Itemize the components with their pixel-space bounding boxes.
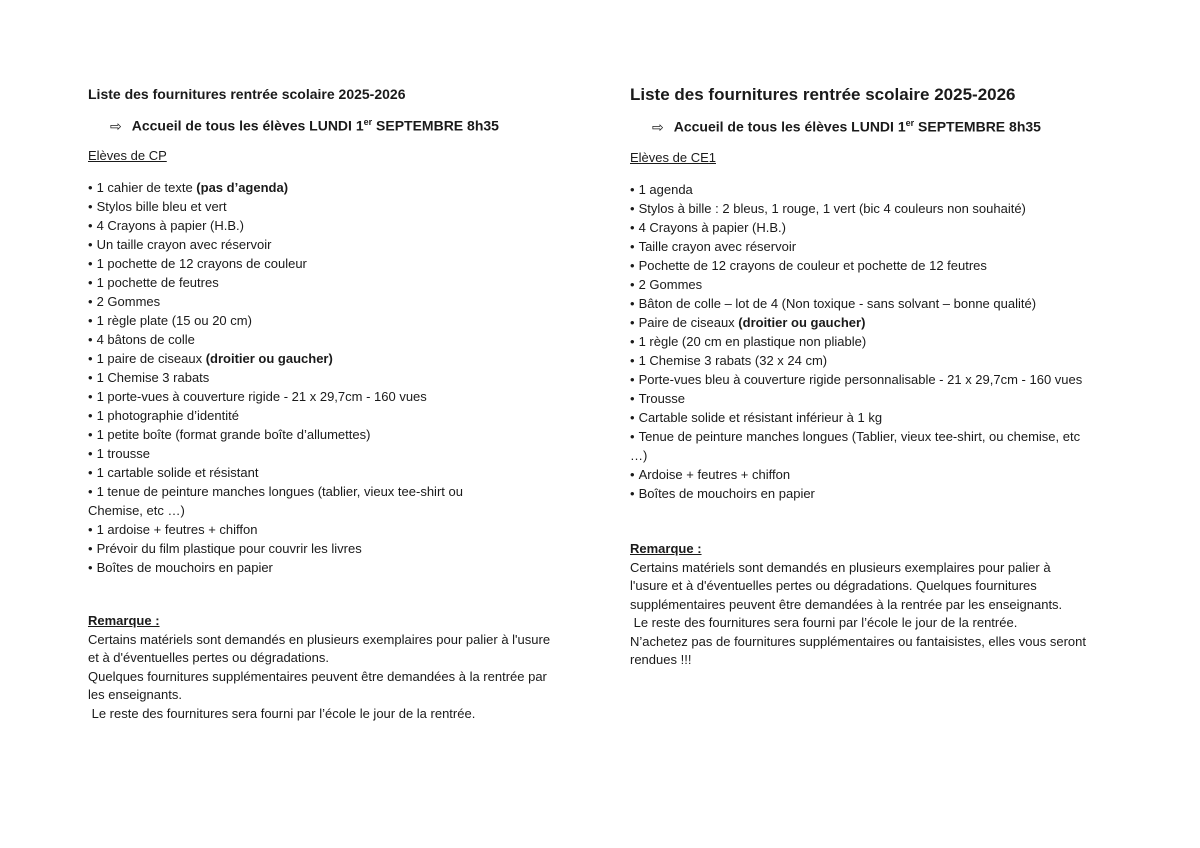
item-text: 1 pochette de feutres <box>96 275 219 290</box>
welcome-text-end: SEPTEMBRE 8h35 <box>914 118 1041 135</box>
list-item <box>88 197 508 216</box>
remark-paragraph: Le reste des fournitures sera fourni par l’école le jour de la rentrée. <box>88 705 476 721</box>
item-text: 1 règle (20 cm en plastique non pliable) <box>638 334 867 349</box>
welcome-line <box>652 118 1041 136</box>
list-item <box>88 520 508 539</box>
remark-paragraph: Certains matériels sont demandés en plusieurs exemplaires pour palier à l'usure et à d'éventuelles pertes ou dégradations. Quelques fournitures supplémentaires peuvent être demandées à la rentrée par les enseignants. <box>630 559 1063 612</box>
item-text: 4 Crayons à papier (H.B.) <box>96 218 244 233</box>
item-text: Tenue de peinture manches longues (Tablier, vieux tee-shirt, ou chemise, etc …) <box>630 429 1081 463</box>
list-item <box>630 332 1092 351</box>
list-item <box>630 408 1092 427</box>
item-text: 1 pochette de 12 crayons de couleur <box>96 256 307 271</box>
item-emphasis: (droitier ou gaucher) <box>205 351 333 366</box>
list-item <box>630 256 1092 275</box>
list-item <box>630 427 1092 465</box>
item-text: Porte-vues bleu à couverture rigide personnalisable - 21 x 29,7cm - 160 vues <box>638 372 1083 387</box>
list-item <box>630 313 1092 332</box>
list-item <box>630 294 1092 313</box>
welcome-line <box>110 117 499 135</box>
remark-block <box>630 540 1092 670</box>
item-text: 1 ardoise + feutres + chiffon <box>96 522 258 537</box>
item-text: 1 tenue de peinture manches longues (tablier, vieux tee-shirt ou Chemise, etc …) <box>88 484 463 518</box>
list-item <box>88 463 508 482</box>
item-text: Pochette de 12 crayons de couleur et pochette de 12 feutres <box>638 258 987 273</box>
list-item <box>88 387 508 406</box>
item-text: 1 paire de ciseaux <box>96 351 206 366</box>
item-text: 2 Gommes <box>638 277 703 292</box>
list-item <box>88 349 508 368</box>
item-text: 1 trousse <box>96 446 151 461</box>
item-text: Stylos bille bleu et vert <box>96 199 227 214</box>
remark-paragraph: Quelques fournitures supplémentaires peuvent être demandées à la rentrée par les enseignants. <box>88 668 547 702</box>
supply-list <box>630 180 1092 503</box>
item-text: 4 bâtons de colle <box>96 332 195 347</box>
item-text: Bâton de colle – lot de 4 (Non toxique - sans solvant – bonne qualité) <box>638 296 1037 311</box>
list-item <box>630 465 1092 484</box>
list-item <box>630 351 1092 370</box>
item-text: Taille crayon avec réservoir <box>638 239 797 254</box>
item-text: Un taille crayon avec réservoir <box>96 237 272 252</box>
list-item <box>88 425 508 444</box>
list-item <box>630 199 1092 218</box>
list-item <box>88 558 508 577</box>
list-item <box>88 482 508 520</box>
item-text: 1 agenda <box>638 182 693 197</box>
list-item <box>88 273 508 292</box>
item-text: 1 cahier de texte <box>96 180 197 195</box>
item-text: 1 Chemise 3 rabats <box>96 370 210 385</box>
list-item <box>88 292 508 311</box>
welcome-text: Accueil de tous les élèves LUNDI 1 <box>131 117 364 134</box>
item-emphasis: (droitier ou gaucher) <box>738 315 866 330</box>
list-item <box>88 330 508 349</box>
item-text: Stylos à bille : 2 bleus, 1 rouge, 1 vert (bic 4 couleurs non souhaité) <box>638 201 1026 216</box>
item-text: Trousse <box>638 391 686 406</box>
list-item <box>630 180 1092 199</box>
list-item <box>88 368 508 387</box>
list-item <box>630 237 1092 256</box>
item-text: 1 règle plate (15 ou 20 cm) <box>96 313 252 328</box>
item-text: Ardoise + feutres + chiffon <box>638 467 791 482</box>
remark-block <box>88 612 563 723</box>
remark-paragraph: N’achetez pas de fournitures supplémentaires ou fantaisistes, elles vous seront rendues !!! <box>630 633 1086 667</box>
list-item <box>630 484 1092 503</box>
list-item <box>88 406 508 425</box>
list-item <box>88 216 508 235</box>
item-text: Prévoir du film plastique pour couvrir les livres <box>96 541 362 556</box>
item-emphasis: (pas d’agenda) <box>196 180 289 195</box>
list-item <box>630 218 1092 237</box>
list-item <box>630 370 1092 389</box>
list-item <box>630 275 1092 294</box>
welcome-text-end: SEPTEMBRE 8h35 <box>372 117 499 134</box>
section-heading: Elèves de CP <box>88 148 167 163</box>
list-item <box>88 539 508 558</box>
list-item <box>88 254 508 273</box>
section-heading: Elèves de CE1 <box>630 150 716 165</box>
item-text: 1 porte-vues à couverture rigide - 21 x 29,7cm - 160 vues <box>96 389 427 404</box>
remark-paragraph: Le reste des fournitures sera fourni par l’école le jour de la rentrée. <box>630 615 1018 630</box>
arrow-icon: ⇨ <box>110 117 122 134</box>
item-text: Paire de ciseaux <box>638 315 739 330</box>
arrow-icon: ⇨ <box>652 118 664 135</box>
list-item <box>630 389 1092 408</box>
welcome-sup: er <box>905 118 915 128</box>
remark-title: Remarque : <box>630 541 702 556</box>
list-title: Liste des fournitures rentrée scolaire 2025-2026 <box>630 85 1016 104</box>
welcome-text: Accueil de tous les élèves LUNDI 1 <box>673 118 906 135</box>
welcome-sup: er <box>363 117 373 127</box>
list-item <box>88 178 508 197</box>
list-title: Liste des fournitures rentrée scolaire 2025-2026 <box>88 86 406 102</box>
item-text: 2 Gommes <box>96 294 161 309</box>
item-text: 1 Chemise 3 rabats (32 x 24 cm) <box>638 353 828 368</box>
list-item <box>88 311 508 330</box>
remark-paragraph: Certains matériels sont demandés en plusieurs exemplaires pour palier à l'usure et à d'éventuelles pertes ou dégradations. <box>88 631 551 665</box>
item-text: 1 photographie d’identité <box>96 408 239 423</box>
item-text: 1 cartable solide et résistant <box>96 465 259 480</box>
list-item <box>88 235 508 254</box>
supply-list <box>88 178 508 577</box>
item-text: Cartable solide et résistant inférieur à 1 kg <box>638 410 883 425</box>
item-text: Boîtes de mouchoirs en papier <box>638 486 815 501</box>
item-text: 1 petite boîte (format grande boîte d’allumettes) <box>96 427 371 442</box>
item-text: 4 Crayons à papier (H.B.) <box>638 220 786 235</box>
remark-title: Remarque : <box>88 613 160 628</box>
item-text: Boîtes de mouchoirs en papier <box>96 560 273 575</box>
list-item <box>88 444 508 463</box>
